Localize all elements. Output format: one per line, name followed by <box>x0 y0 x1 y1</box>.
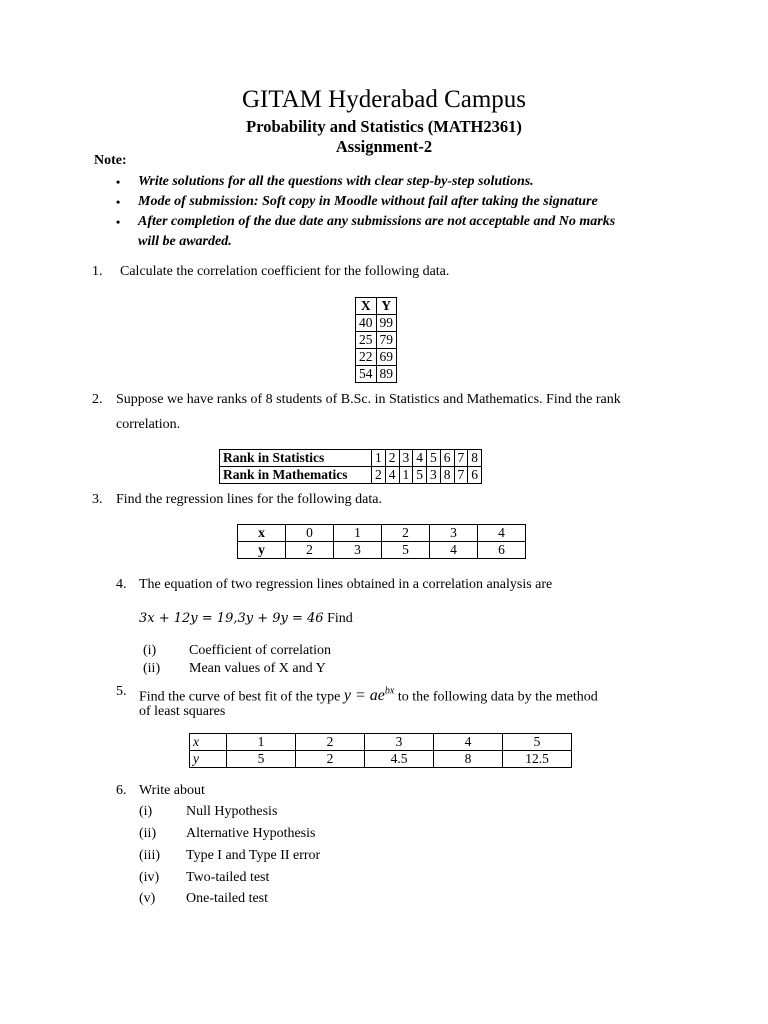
q5-table <box>189 733 572 768</box>
q5-formula: $y = ae^{bx}$ <box>343 686 395 705</box>
table-cell: 0 <box>286 525 334 542</box>
q2-text: Suppose we have ranks of 8 students of B.Sc. in Statistics and Mathematics. Find the rank <box>116 392 621 407</box>
row-label: y <box>190 751 227 768</box>
q4-equation-line <box>139 610 353 628</box>
q6-text: Write about <box>139 783 205 798</box>
q6-item-text: One-tailed test <box>186 891 269 906</box>
q3-table <box>237 524 526 559</box>
note-bullet: • Write solutions for all the questions with clear step-by-step solutions. <box>0 172 768 192</box>
table-cell: 69 <box>376 349 397 366</box>
q6-item-text: Type I and Type II error <box>186 848 321 863</box>
table-cell: 8 <box>440 467 454 484</box>
row-label: x <box>190 734 227 751</box>
q1-table <box>355 297 397 383</box>
table-header: Y <box>376 298 397 315</box>
q4-text: The equation of two regression lines obtained in a correlation analysis are <box>139 577 553 592</box>
q4-equation: 3x + 12y = 19,3y + 9y = 46 <box>139 611 324 626</box>
table-cell: 12.5 <box>503 751 572 768</box>
table-cell: 3 <box>399 450 413 467</box>
q5-text-continued: of least squares <box>139 704 226 719</box>
table-cell: 7 <box>454 450 468 467</box>
table-cell: 54 <box>356 366 377 383</box>
table-cell: 2 <box>382 525 430 542</box>
table-cell: 8 <box>434 751 503 768</box>
table-cell: 4 <box>385 467 399 484</box>
q6-item-text: Two-tailed test <box>186 870 270 885</box>
table-cell: 99 <box>376 315 397 332</box>
q5-text: Find the curve of best fit of the type $y = ae^{bx}$ to the following data by the method <box>139 686 598 705</box>
q2-table <box>219 449 482 484</box>
table-cell: 2 <box>296 734 365 751</box>
table-cell: 5 <box>413 467 427 484</box>
q6-item-roman: (i) <box>139 804 153 819</box>
note-bullet: • Mode of submission: Soft copy in Moodle without fail after taking the signature <box>0 192 768 212</box>
table-cell: 25 <box>356 332 377 349</box>
q1-text: Calculate the correlation coefficient for the following data. <box>120 264 450 279</box>
q6-item-text: Null Hypothesis <box>186 804 278 819</box>
q4-item-roman: (ii) <box>143 661 161 676</box>
table-cell: 4 <box>430 542 478 559</box>
table-cell: 6 <box>478 542 526 559</box>
table-cell: 1 <box>227 734 296 751</box>
q6-number: 6. <box>116 783 127 798</box>
table-cell: 2 <box>385 450 399 467</box>
q1-number: 1. <box>92 264 103 279</box>
q4-item-text: Mean values of X and Y <box>189 661 326 676</box>
table-cell: 4 <box>434 734 503 751</box>
table-cell: 2 <box>296 751 365 768</box>
q4-item-text: Coefficient of correlation <box>189 643 332 658</box>
table-cell: 5 <box>427 450 441 467</box>
table-cell: 3 <box>430 525 478 542</box>
assignment-title: Assignment-2 <box>335 137 433 156</box>
table-cell: 3 <box>427 467 441 484</box>
q4-item-roman: (i) <box>143 643 157 658</box>
row-label: y <box>238 542 286 559</box>
q2-text-continued: correlation. <box>116 417 181 432</box>
row-label: Rank in Statistics <box>220 450 372 467</box>
bullet-icon: • <box>116 195 121 209</box>
table-cell: 6 <box>440 450 454 467</box>
table-cell: 8 <box>468 450 482 467</box>
q6-item-roman: (iv) <box>139 870 160 885</box>
table-cell: 5 <box>382 542 430 559</box>
bullet-icon: • <box>116 175 121 189</box>
table-cell: 2 <box>372 467 386 484</box>
note-bullet-continued: will be awarded. <box>138 234 232 249</box>
note-label: Note: <box>94 153 127 168</box>
q6-item-roman: (iii) <box>139 848 160 863</box>
table-cell: 3 <box>365 734 434 751</box>
q6-item-text: Alternative Hypothesis <box>186 826 316 841</box>
table-cell: 4 <box>413 450 427 467</box>
bullet-icon: • <box>116 215 121 229</box>
table-cell: 3 <box>334 542 382 559</box>
table-cell: 6 <box>468 467 482 484</box>
q4-find: Find <box>327 611 353 626</box>
q6-item-roman: (v) <box>139 891 156 906</box>
table-cell: 1 <box>334 525 382 542</box>
row-label: x <box>238 525 286 542</box>
q3-text: Find the regression lines for the following data. <box>116 492 382 507</box>
table-cell: 79 <box>376 332 397 349</box>
q2-number: 2. <box>92 392 103 407</box>
table-cell: 89 <box>376 366 397 383</box>
table-cell: 5 <box>503 734 572 751</box>
table-cell: 7 <box>454 467 468 484</box>
q5-number: 5. <box>116 684 127 699</box>
table-cell: 4 <box>478 525 526 542</box>
table-cell: 1 <box>372 450 386 467</box>
page-title: GITAM Hyderabad Campus <box>241 86 527 113</box>
table-cell: 40 <box>356 315 377 332</box>
q6-item-roman: (ii) <box>139 826 157 841</box>
table-cell: 1 <box>399 467 413 484</box>
course-title: Probability and Statistics (MATH2361) <box>246 117 522 136</box>
row-label: Rank in Mathematics <box>220 467 372 484</box>
note-bullet: • After completion of the due date any submissions are not acceptable and No marks <box>0 212 768 232</box>
table-cell: 22 <box>356 349 377 366</box>
q4-number: 4. <box>116 577 127 592</box>
q3-number: 3. <box>92 492 103 507</box>
table-cell: 5 <box>227 751 296 768</box>
table-cell: 2 <box>286 542 334 559</box>
table-cell: 4.5 <box>365 751 434 768</box>
table-header: X <box>356 298 377 315</box>
